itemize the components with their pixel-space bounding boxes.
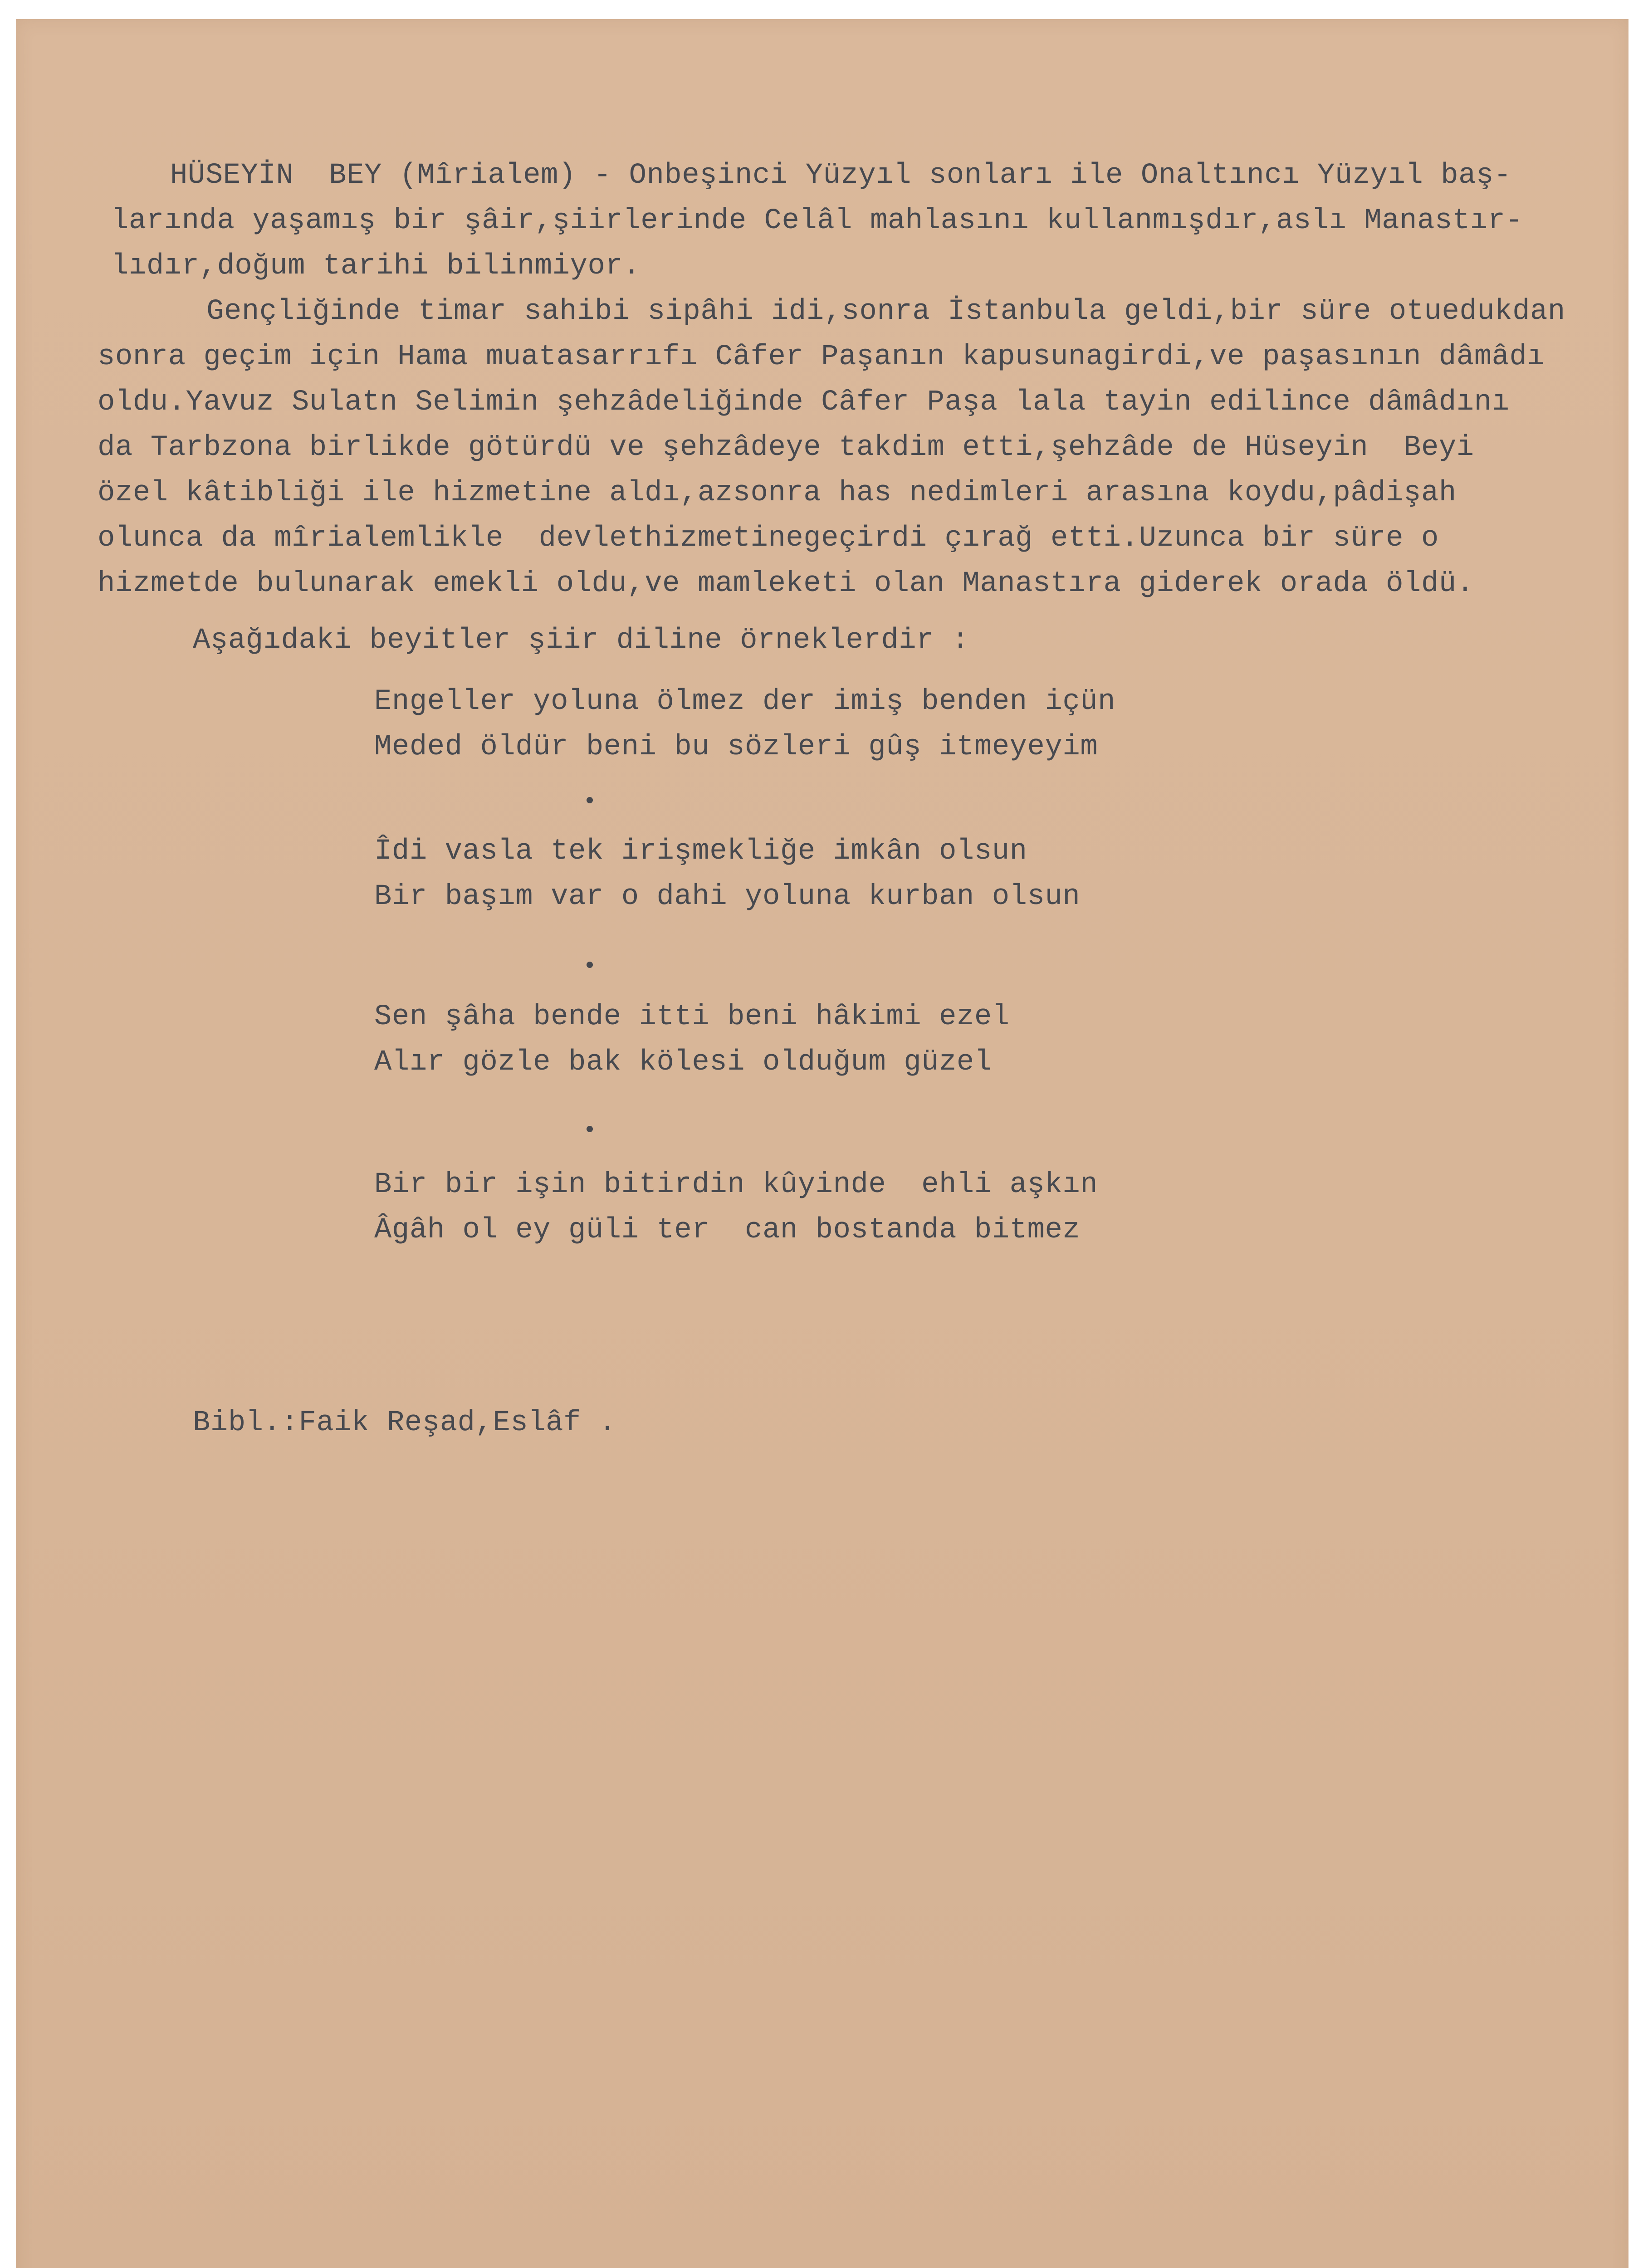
verse-line: Sen şâha bende itti beni hâkimi ezel <box>374 1001 1010 1033</box>
verse-line: Âgâh ol ey güli ter can bostanda bitmez <box>374 1214 1081 1246</box>
verse-line: Meded öldür beni bu sözleri gûş itmeyeyim <box>374 731 1098 763</box>
examples-intro: Aşağıdaki beyitler şiir diline örneklerdir : <box>193 624 969 657</box>
couplet-separator-dot <box>587 797 593 803</box>
verse-line: Alır gözle bak kölesi olduğum güzel <box>374 1046 992 1079</box>
verse-line: Îdi vasla tek irişmekliğe imkân olsun <box>374 835 1027 868</box>
text-line: özel kâtibliği ile hizmetine aldı,azsonra has nedimleri arasına koydu,pâdişah <box>98 477 1457 509</box>
text-line: hizmetde bulunarak emekli oldu,ve mamleketi olan Manastıra giderek orada öldü. <box>98 567 1474 600</box>
text-line: Gençliğinde timar sahibi sipâhi idi,sonra İstanbula geldi,bir süre otuedukdan <box>206 295 1565 328</box>
verse-line: Bir bir işin bitirdin kûyinde ehli aşkın <box>374 1168 1098 1201</box>
text-line: HÜSEYİN BEY (Mîrialem) - Onbeşinci Yüzyıl sonları ile Onaltıncı Yüzyıl baş- <box>170 159 1511 192</box>
couplet-separator-dot <box>587 962 593 968</box>
text-line: larında yaşamış bir şâir,şiirlerinde Celâl mahlasını kullanmışdır,aslı Manastır- <box>111 205 1523 237</box>
paper-sheet <box>16 19 1628 2268</box>
text-line: olunca da mîrialemlikle devlethizmetinegeçirdi çırağ etti.Uzunca bir süre o <box>98 522 1439 555</box>
bibliography: Bibl.:Faik Reşad,Eslâf . <box>193 1407 616 1439</box>
verse-line: Engeller yoluna ölmez der imiş benden içün <box>374 685 1116 718</box>
text-line: lıdır,doğum tarihi bilinmiyor. <box>111 250 641 283</box>
couplet-separator-dot <box>587 1126 593 1132</box>
text-line: sonra geçim için Hama muatasarrıfı Câfer Paşanın kapusunagirdi,ve paşasının dâmâdı <box>98 341 1545 373</box>
text-line: oldu.Yavuz Sulatn Selimin şehzâdeliğinde Câfer Paşa lala tayin edilince dâmâdını <box>98 386 1510 419</box>
verse-line: Bir başım var o dahi yoluna kurban olsun <box>374 880 1081 913</box>
text-line: da Tarbzona birlikde götürdü ve şehzâdeye takdim etti,şehzâde de Hüseyin Beyi <box>98 431 1474 464</box>
